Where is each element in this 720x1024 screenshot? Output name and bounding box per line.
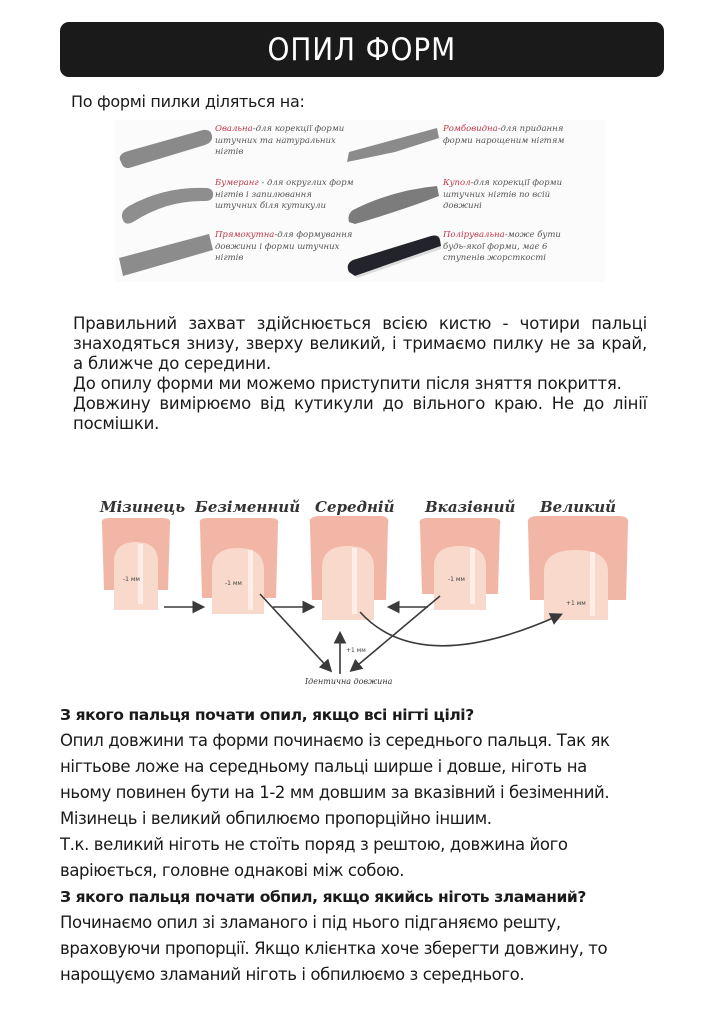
file-desc: -для корекції форми штучних нігтів по всій довжині <box>443 178 563 211</box>
question: З якого пальця почати опил, якщо всі нігті цілі? <box>60 706 474 724</box>
file-name: Бумеранг <box>215 178 259 188</box>
answer-line: нарощуємо зламаний ніготь і обпилюємо з середнього. <box>60 965 525 984</box>
paragraph: Довжину вимірюємо від кутикули до вільного краю. Не до лінії посмішки. <box>73 394 647 433</box>
mm-mark-middle: +1 мм <box>346 647 366 654</box>
nail-length-diagram <box>90 490 650 700</box>
grip-instructions <box>73 314 647 434</box>
file-caption <box>443 124 583 147</box>
rhomb-file-icon <box>343 122 443 174</box>
oval-file-icon <box>115 122 215 174</box>
file-shape <box>347 128 439 162</box>
answer-line: Опил довжини та форми починаємо із середнього пальця. Так як <box>60 731 610 750</box>
finger-ring <box>200 518 279 614</box>
nail-files-figure <box>115 120 605 282</box>
page-header <box>60 22 664 77</box>
file-shape <box>122 188 213 224</box>
answer-line: нігтьове ложе на середньому пальці ширше і довше, ніготь на <box>60 757 587 776</box>
mm-mark-pinky: -1 мм <box>123 576 140 583</box>
question: З якого пальця почати обпил, якщо якийсь ніготь зламаний? <box>60 888 586 906</box>
finger-pinky <box>102 518 171 610</box>
file-caption <box>215 178 355 213</box>
file-caption <box>215 124 355 159</box>
finger-label-thumb: Великий <box>540 498 617 516</box>
file-name: Прямокутна <box>215 230 275 240</box>
file-name: Овальна <box>215 124 253 134</box>
finger-label-index: Вказівний <box>425 498 516 516</box>
file-desc: - для округлих форм нігтів і запилювання штучних біля кутикули <box>215 178 354 211</box>
arrow-middle-thumb <box>360 612 560 646</box>
page-title: ОПИЛ ФОРМ <box>267 31 457 68</box>
qa-section <box>60 702 680 988</box>
file-desc: -для придання форми нарощеним нігтям <box>443 124 565 146</box>
file-shape <box>120 130 212 168</box>
boomerang-file-icon <box>115 176 215 228</box>
rect-file-icon <box>115 228 215 280</box>
file-desc: -для корекції форми штучних та натуральних нігтів <box>215 124 345 157</box>
answer-line: варіюється, головне однакові між собою. <box>60 861 405 880</box>
paragraph: Правильний захват здійснюється всією кистю - чотири пальці знаходяться знизу, зверху великий, і тримаємо пилку не за край, а ближче до середини. <box>73 314 647 373</box>
file-caption <box>443 230 583 265</box>
file-item-rect <box>115 228 360 280</box>
mm-mark-thumb: +1 мм <box>566 600 586 607</box>
mm-mark-ring: -1 мм <box>225 580 242 587</box>
file-item-oval <box>115 122 360 174</box>
dome-file-icon <box>343 176 443 228</box>
paragraph: До опилу форми ми можемо приступити після зняття покриття. <box>73 374 622 393</box>
file-shape <box>119 234 213 276</box>
finger-middle <box>310 516 389 620</box>
answer-line: Мізинець і великий обпилюємо пропорційно іншим. <box>60 809 492 828</box>
file-name: Ромбовидна <box>443 124 498 134</box>
finger-label-pinky: Мізинець <box>100 498 186 516</box>
intro-text: По формі пилки діляться на: <box>71 92 305 111</box>
file-name: Полірувальна <box>443 230 505 240</box>
nails-drawing <box>90 490 650 700</box>
finger-label-ring: Безіменний <box>195 498 301 516</box>
file-shape <box>349 186 440 224</box>
file-item-dome <box>343 176 588 228</box>
answer-line: Починаємо опил зі зламаного і під нього підганяємо решту, <box>60 913 561 932</box>
finger-label-middle: Середній <box>315 498 395 516</box>
file-name: Купол <box>443 178 471 188</box>
file-desc: -може бути будь-якої форми, має 6 ступенів жорсткості <box>443 230 561 263</box>
file-caption <box>215 230 355 265</box>
file-item-boomerang <box>115 176 360 228</box>
finger-index <box>420 518 501 610</box>
identical-length-label: Ідентична довжина <box>305 677 393 686</box>
buffer-file-icon <box>343 228 443 280</box>
answer-line: враховуючи пропорції. Якщо клієнтка хоче зберегти довжину, то <box>60 939 608 958</box>
file-item-buffer <box>343 228 588 280</box>
file-caption <box>443 178 583 213</box>
arrow-ring-identical <box>260 594 330 670</box>
answer-line: Т.к. великий ніготь не стоїть поряд з рештою, довжина його <box>60 835 568 854</box>
file-desc: -для формування довжини і форми штучних нігтів <box>215 230 353 263</box>
file-shape <box>348 236 441 277</box>
answer-line: ньому повинен бути на 1-2 мм довшим за вказівний і безіменний. <box>60 783 610 802</box>
mm-mark-index: -1 мм <box>448 576 465 583</box>
file-item-rhomb <box>343 122 588 174</box>
